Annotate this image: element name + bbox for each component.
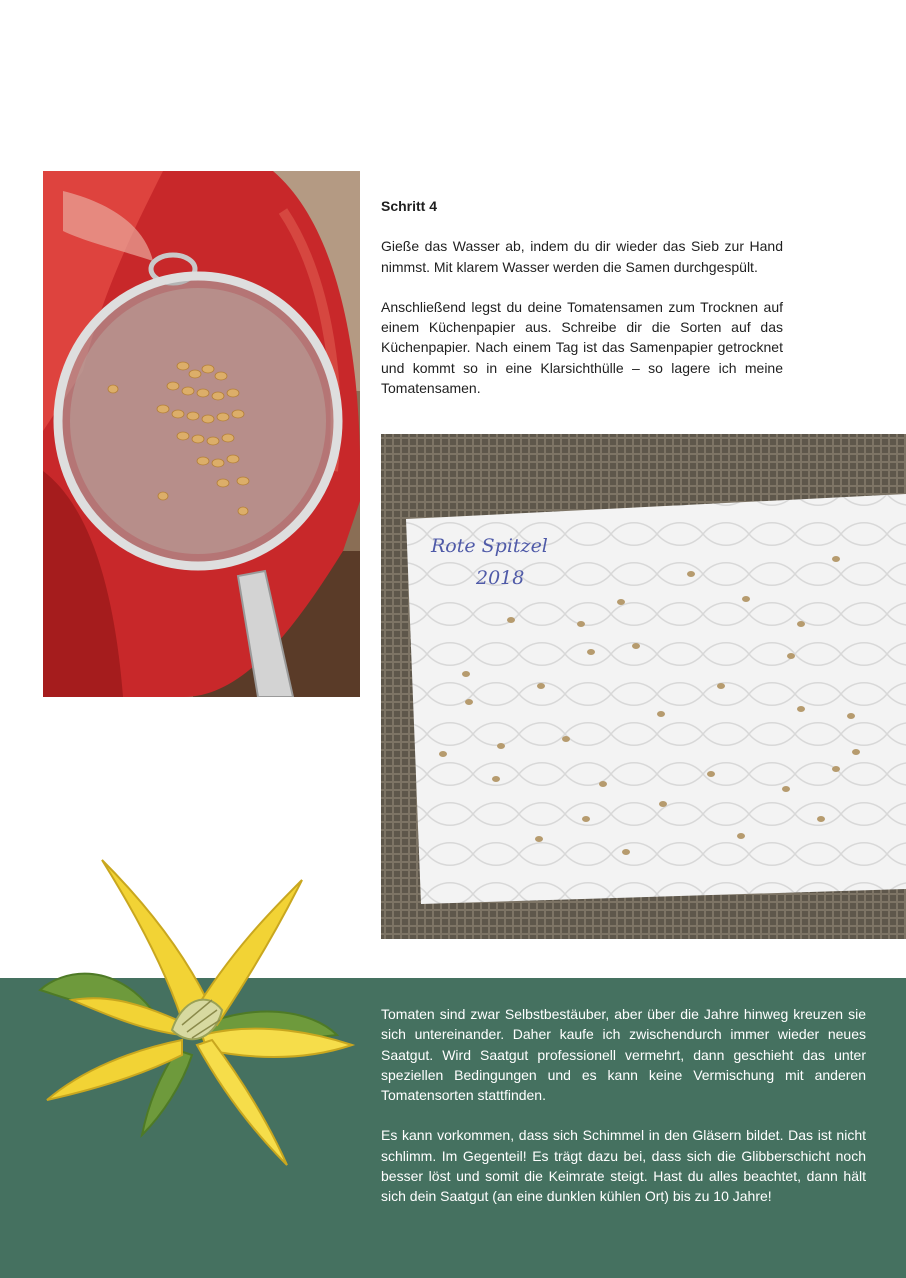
info-paragraph-2: Es kann vorkommen, dass sich Schimmel in den Gläsern bildet. Das ist nicht schlimm. Im Gegenteil! Es trägt dazu bei, dass sich die Glibberschicht noch besser löst und somit die Keimrate steigt. Hast du alles beachtet, dann hält sich dein Saatgut (an eine dunklen kühlen Ort) bis zu 10 Jahre! <box>381 1127 866 1205</box>
handwriting-variety: Rote Spitzel <box>431 535 548 557</box>
zucchini-flower-illustration <box>32 850 362 1170</box>
sieve-seeds-photo <box>43 171 360 697</box>
step-title: Schritt 4 <box>381 198 438 214</box>
step-paragraph-1: Gieße das Wasser ab, indem du dir wieder das Sieb zur Hand nimmst. Mit klarem Wasser werden die Samen durchgespült. <box>381 238 783 275</box>
seed-paper-illustration <box>381 434 906 939</box>
info-text-block <box>381 1004 866 1227</box>
step-paragraph-2: Anschließend legst du deine Tomatensamen zum Trocknen auf einem Küchenpapier aus. Schreibe dir die Sorten auf das Küchenpapier. Nach einem Tag ist das Samenpapier getrocknet und kommt so in eine Klarsichthülle – so lagere ich meine Tomatensamen. <box>381 298 783 397</box>
step-text-block <box>381 196 783 418</box>
sieve-seeds-illustration <box>43 171 360 697</box>
flower-icon <box>32 850 362 1170</box>
seed-paper-photo <box>381 434 906 939</box>
handwriting-year: 2018 <box>476 567 525 589</box>
info-paragraph-1: Tomaten sind zwar Selbstbestäuber, aber über die Jahre hinweg kreuzen sie sich untereinander. Daher kaufe ich zwischendurch immer wieder neues Saatgut. Wird Saatgut professionell vermehrt, dann geschieht das unter speziellen Bedingungen und es kann keine Vermischung mit anderen Tomatensorten stattfinden. <box>381 1006 866 1104</box>
